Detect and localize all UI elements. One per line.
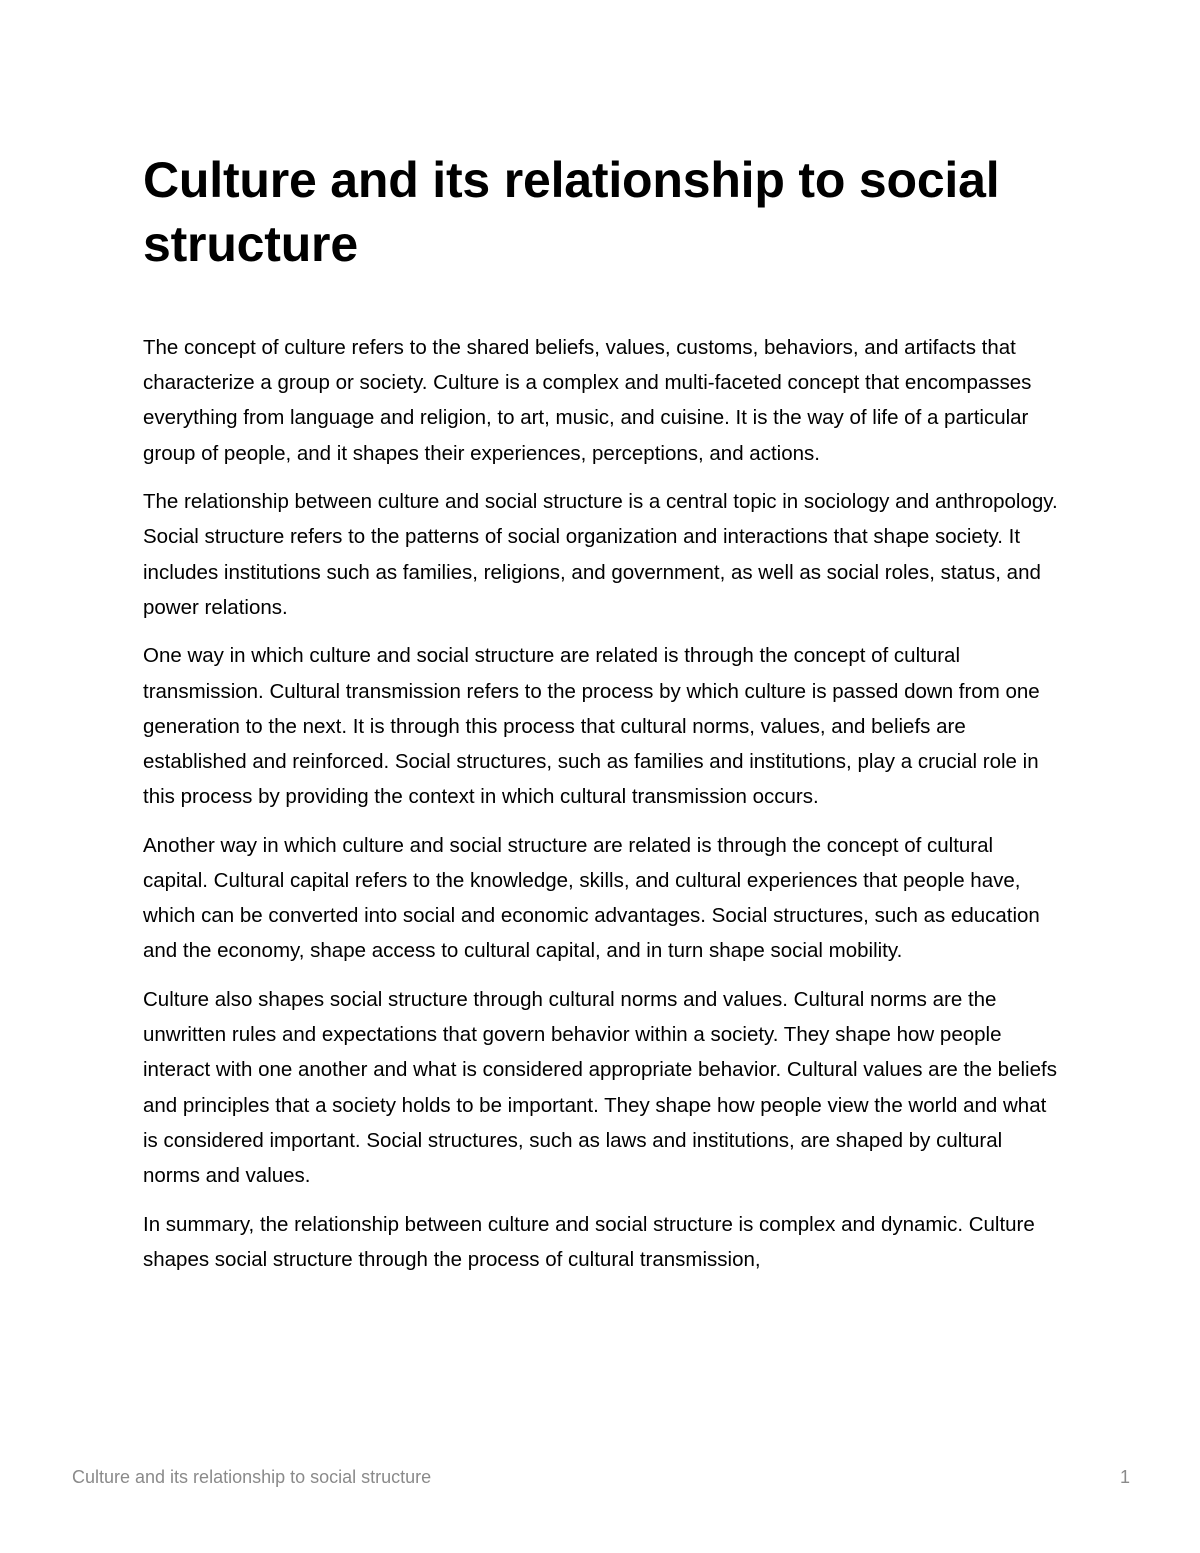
paragraph: The relationship between culture and social structure is a central topic in sociology and anthropology. Social structure refers to the patterns of social organization and interactions that shape society. It includes institutions such as families, religions, and government, as well as social roles, status, and power relations. bbox=[143, 490, 1058, 619]
paragraph: In summary, the relationship between culture and social structure is complex and dynamic. Culture shapes social structure through the process of cultural transmission, bbox=[143, 1212, 1035, 1271]
paragraph: One way in which culture and social structure are related is through the concept of cultural transmission. Cultural transmission refers to the process by which culture is passed down from one generation to the next. It is through this process that cultural norms, values, and beliefs are established and reinforced. Social structures, such as families and institutions, play a crucial role in this process by providing the context in which cultural transmission occurs. bbox=[143, 644, 1040, 809]
paragraph: The concept of culture refers to the shared beliefs, values, customs, behaviors, and artifacts that characterize a group or society. Culture is a complex and multi-faceted concept that encompasses everything from language and religion, to art, music, and cuisine. It is the way of life of a particular group of people, and it shapes their experiences, perceptions, and actions. bbox=[143, 336, 1032, 465]
paragraph: Another way in which culture and social structure are related is through the concept of cultural capital. Cultural capital refers to the knowledge, skills, and cultural experiences that people have, which can be converted into social and economic advantages. Social structures, such as education and the economy, shape access to cultural capital, and in turn shape social mobility. bbox=[143, 833, 1040, 963]
footer-document-title: Culture and its relationship to social structure bbox=[72, 1467, 432, 1487]
page-content bbox=[143, 148, 1058, 1290]
footer-page-number: 1 bbox=[1119, 1467, 1130, 1487]
body-text bbox=[143, 330, 1058, 1277]
paragraph: Culture also shapes social structure through cultural norms and values. Cultural norms are the unwritten rules and expectations that govern behavior within a society. They shape how people interact with one another and what is considered appropriate behavior. Cultural values are the beliefs and principles that a society holds to be important. They shape how people view the world and what is considered important. Social structures, such as laws and institutions, are shaped by cultural norms and values. bbox=[143, 988, 1057, 1188]
page-title: Culture and its relationship to social structure bbox=[143, 152, 1000, 272]
